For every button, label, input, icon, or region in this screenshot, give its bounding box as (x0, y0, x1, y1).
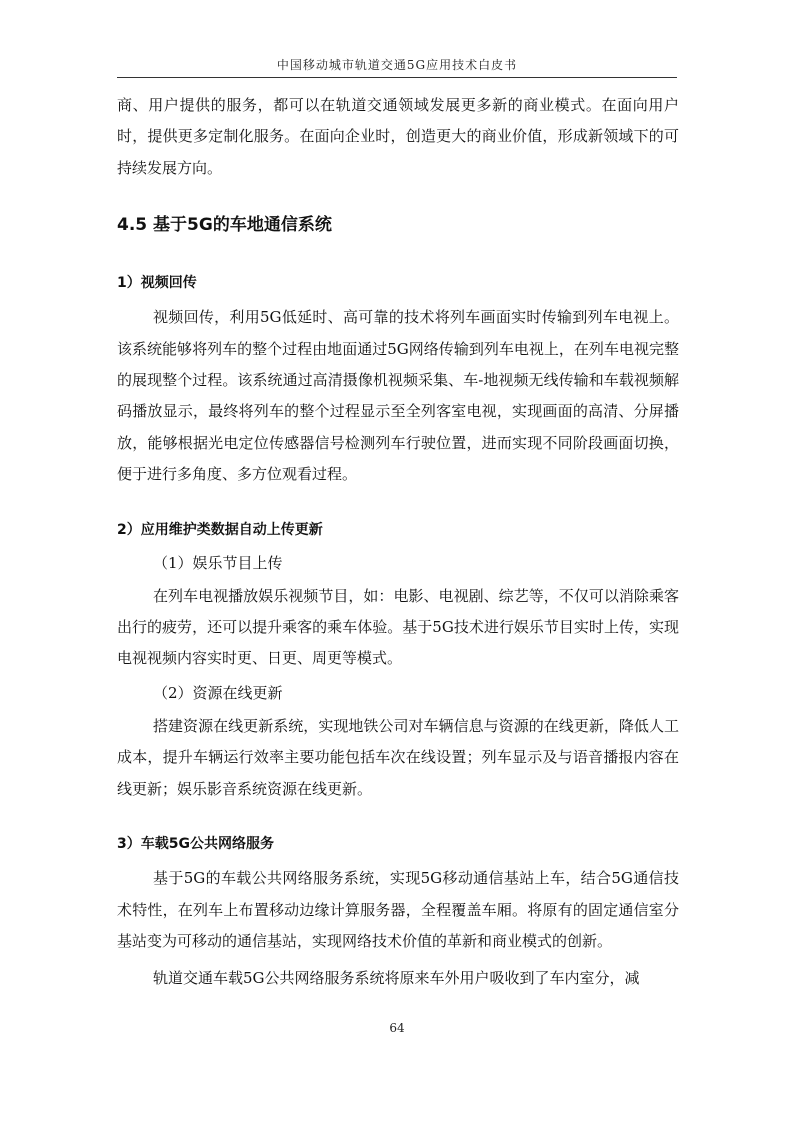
public-network-paragraph-continued: 轨道交通车载5G公共网络服务系统将原来车外用户吸收到了车内室分，减 (153, 969, 640, 988)
subsection-heading-video-backhaul: 1）视频回传 (117, 275, 197, 292)
item-heading-resource-update: （2）资源在线更新 (153, 683, 283, 702)
item-heading-entertainment-upload: （1）娱乐节目上传 (153, 553, 283, 572)
section-heading: 4.5 基于5G的车地通信系统 (117, 215, 332, 236)
continuation-paragraph: 商、用户提供的服务，都可以在轨道交通领域发展更多新的商业模式。在面向用户时，提供更多定制化服务。在面向企业时，创造更大的商业价值，形成新领域下的可持续发展方向。 (117, 96, 679, 177)
page-number: 64 (389, 1021, 405, 1035)
video-backhaul-paragraph: 视频回传，利用5G低延时、高可靠的技术将列车画面实时传输到列车电视上。该系统能够将列车的整个过程由地面通过5G网络传输到列车电视上，在列车电视完整的展现整个过程。该系统通过高清摄像机视频采集、车-地视频无线传输和车载视频解码播放显示，最终将列车的整个过程显示至全列客室电视，实现画面的高清、分屏播放，能够根据光电定位传感器信号检测列车行驶位置，进而实现不同阶段画面切换，便于进行多角度、多方位观看过程。 (117, 308, 679, 484)
subsection-heading-data-update: 2）应用维护类数据自动上传更新 (117, 521, 323, 538)
running-header: 中国移动城市轨道交通5G应用技术白皮书 (276, 58, 518, 72)
public-network-paragraph: 基于5G的车载公共网络服务系统，实现5G移动通信基站上车，结合5G通信技术特性，在列车上布置移动边缘计算服务器，全程覆盖车厢。将原有的固定通信室分基站变为可移动的通信基站，实现网络技术价值的革新和商业模式的创新。 (117, 869, 679, 950)
entertainment-upload-paragraph: 在列车电视播放娱乐视频节目，如：电影、电视剧、综艺等，不仅可以消除乘客出行的疲劳，还可以提升乘客的乘车体验。基于5G技术进行娱乐节目实时上传，实现电视视频内容实时更、日更、周更等模式。 (117, 586, 679, 668)
resource-update-paragraph: 搭建资源在线更新系统，实现地铁公司对车辆信息与资源的在线更新，降低人工成本，提升车辆运行效率主要功能包括车次在线设置；列车显示及与语音播报内容在线更新；娱乐影音系统资源在线更新。 (117, 716, 679, 798)
header-divider (117, 77, 677, 78)
subsection-heading-public-network: 3）车载5G公共网络服务 (117, 836, 274, 853)
page-body (117, 90, 679, 995)
